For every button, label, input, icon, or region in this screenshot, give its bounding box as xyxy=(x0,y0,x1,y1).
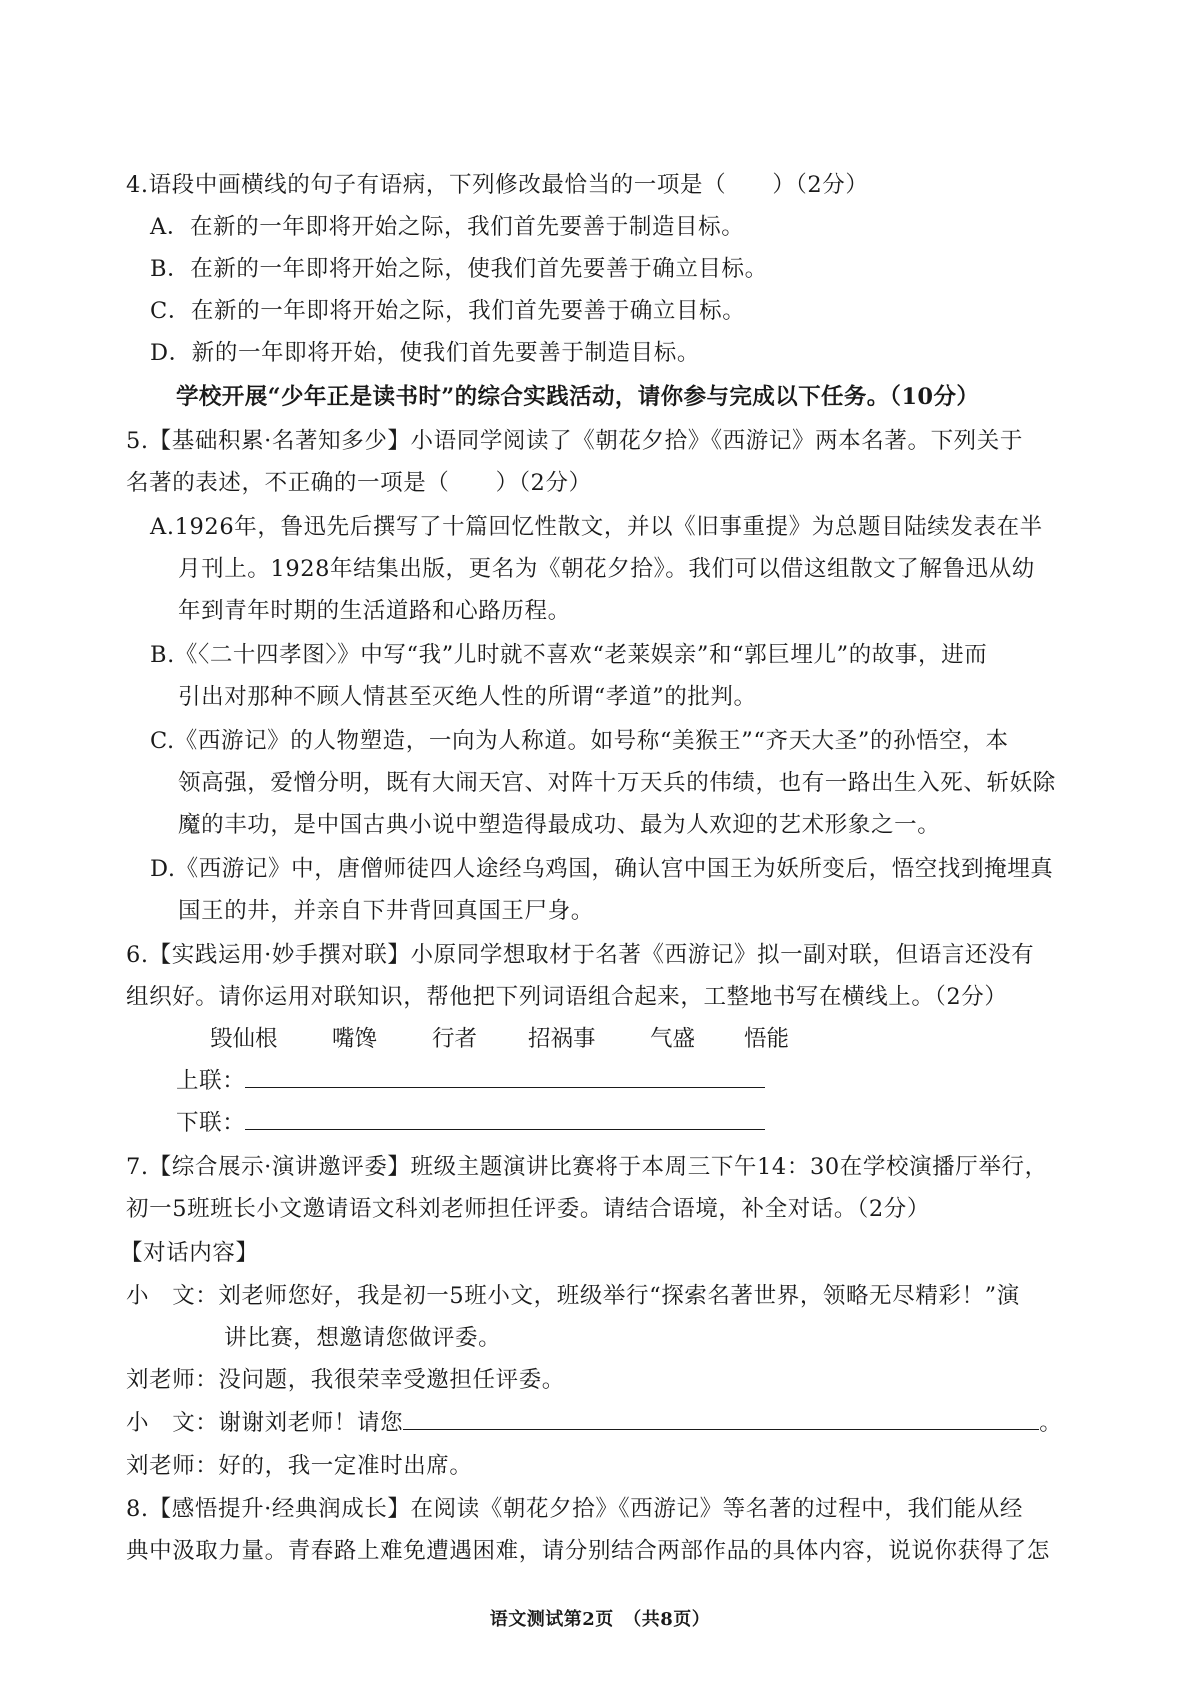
invitation-blank[interactable] xyxy=(403,1409,1039,1430)
q7-dialogue-title: 【对话内容】 xyxy=(120,1240,259,1266)
speaker-teacher: 刘老师： xyxy=(126,1453,219,1479)
q6-lower-couplet xyxy=(176,1108,765,1138)
q4-option-b: B．在新的一年即将开始之际，使我们首先要善于确立目标。 xyxy=(150,256,768,282)
q4-option-a: A．在新的一年即将开始之际，我们首先要善于制造目标。 xyxy=(150,214,745,240)
lower-couplet-label: 下联： xyxy=(176,1110,246,1136)
upper-couplet-label: 上联： xyxy=(176,1068,246,1094)
q5-option-d-line-1: D.《西游记》中，唐僧师徒四人途经乌鸡国，确认宫中国王为妖所变后，悟空找到掩埋真 xyxy=(150,856,1054,882)
q7-dialogue-line-2 xyxy=(126,1365,565,1395)
q5-option-a-line-1: A.1926年，鲁迅先后撰写了十篇回忆性散文，并以《旧事重提》为总题目陆续发表在半 xyxy=(150,514,1043,540)
word-item: 悟能 xyxy=(744,1026,790,1052)
word-item: 嘴馋 xyxy=(332,1026,378,1052)
upper-couplet-blank[interactable] xyxy=(245,1067,765,1088)
q5-option-b-line-1: B.《〈二十四孝图〉》中写“我”儿时就不喜欢“老莱娱亲”和“郭巨埋儿”的故事，进而 xyxy=(150,642,988,668)
q6-stem-line-1: 6.【实践运用·妙手撰对联】小原同学想取材于名著《西游记》拟一副对联，但语言还没有 xyxy=(126,942,1035,968)
q5-option-a-line-3: 年到青年时期的生活道路和心路历程。 xyxy=(178,598,571,624)
q8-stem-line-1: 8.【感悟提升·经典润成长】在阅读《朝花夕拾》《西游记》等名著的过程中，我们能从经 xyxy=(126,1496,1023,1522)
q5-option-c-line-2: 领高强，爱憎分明，既有大闹天宫、对阵十万天兵的伟绩，也有一路出生入死、斩妖除 xyxy=(178,770,1056,796)
section-intro: 学校开展“少年正是读书时”的综合实践活动，请你参与完成以下任务。（10分） xyxy=(176,384,980,410)
q6-upper-couplet xyxy=(176,1066,765,1096)
q5-stem-line-1: 5.【基础积累·名著知多少】小语同学阅读了《朝花夕拾》《西游记》两本名著。下列关于 xyxy=(126,428,1023,454)
word-item: 气盛 xyxy=(650,1026,696,1052)
dialogue-end-mark: 。 xyxy=(1039,1410,1063,1436)
speaker-xiaowen: 小 文： xyxy=(126,1410,219,1436)
q4-option-c: C．在新的一年即将开始之际，我们首先要善于确立目标。 xyxy=(150,298,746,324)
word-item: 行者 xyxy=(432,1026,478,1052)
q4-option-d: D．新的一年即将开始，使我们首先要善于制造目标。 xyxy=(150,340,700,366)
dialogue-text: 刘老师您好，我是初一5班小文，班级举行“探索名著世界，领略无尽精彩！”演 xyxy=(218,1283,1020,1309)
page-footer: 语文测试第2页 （共8页） xyxy=(489,1609,711,1630)
q7-stem-line-1: 7.【综合展示·演讲邀评委】班级主题演讲比赛将于本周三下午14：30在学校演播厅举行， xyxy=(126,1154,1048,1180)
dialogue-text: 没问题，我很荣幸受邀担任评委。 xyxy=(218,1367,565,1393)
q5-option-d-line-2: 国王的井，并亲自下井背回真国王尸身。 xyxy=(178,898,594,924)
speaker-teacher: 刘老师： xyxy=(126,1367,219,1393)
dialogue-text: 好的，我一定准时出席。 xyxy=(218,1453,473,1479)
q7-dialogue-line-3 xyxy=(126,1408,1062,1438)
q7-dialogue-line-1-cont: 讲比赛，想邀请您做评委。 xyxy=(224,1325,502,1351)
q6-stem-line-2: 组织好。请你运用对联知识，帮他把下列词语组合起来，工整地书写在横线上。（2分） xyxy=(126,984,1008,1010)
q7-dialogue-line-4 xyxy=(126,1451,473,1481)
q5-stem-line-2: 名著的表述，不正确的一项是（ ）（2分） xyxy=(126,470,592,496)
q7-dialogue-line-1 xyxy=(126,1281,1020,1311)
q5-option-c-line-1: C.《西游记》的人物塑造，一向为人称道。如号称“美猴王”“齐天大圣”的孙悟空，本 xyxy=(150,728,1009,754)
q7-stem-line-2: 初一5班班长小文邀请语文科刘老师担任评委。请结合语境，补全对话。（2分） xyxy=(126,1196,930,1222)
q8-stem-line-2: 典中汲取力量。青春路上难免遭遇困难，请分别结合两部作品的具体内容，说说你获得了怎 xyxy=(126,1538,1051,1564)
word-item: 毁仙根 xyxy=(210,1026,278,1052)
q5-option-b-line-2: 引出对那种不顾人情甚至灭绝人性的所谓“孝道”的批判。 xyxy=(178,684,757,710)
lower-couplet-blank[interactable] xyxy=(245,1109,765,1130)
q5-option-a-line-2: 月刊上。1928年结集出版，更名为《朝花夕拾》。我们可以借这组散文了解鲁迅从幼 xyxy=(178,556,1035,582)
q4-stem: 4.语段中画横线的句子有语病，下列修改最恰当的一项是（ ）（2分） xyxy=(126,172,869,198)
word-item: 招祸事 xyxy=(528,1026,596,1052)
dialogue-text: 谢谢刘老师！请您 xyxy=(218,1410,404,1436)
speaker-xiaowen: 小 文： xyxy=(126,1283,219,1309)
q5-option-c-line-3: 魔的丰功，是中国古典小说中塑造得最成功、最为人欢迎的艺术形象之一。 xyxy=(178,812,941,838)
